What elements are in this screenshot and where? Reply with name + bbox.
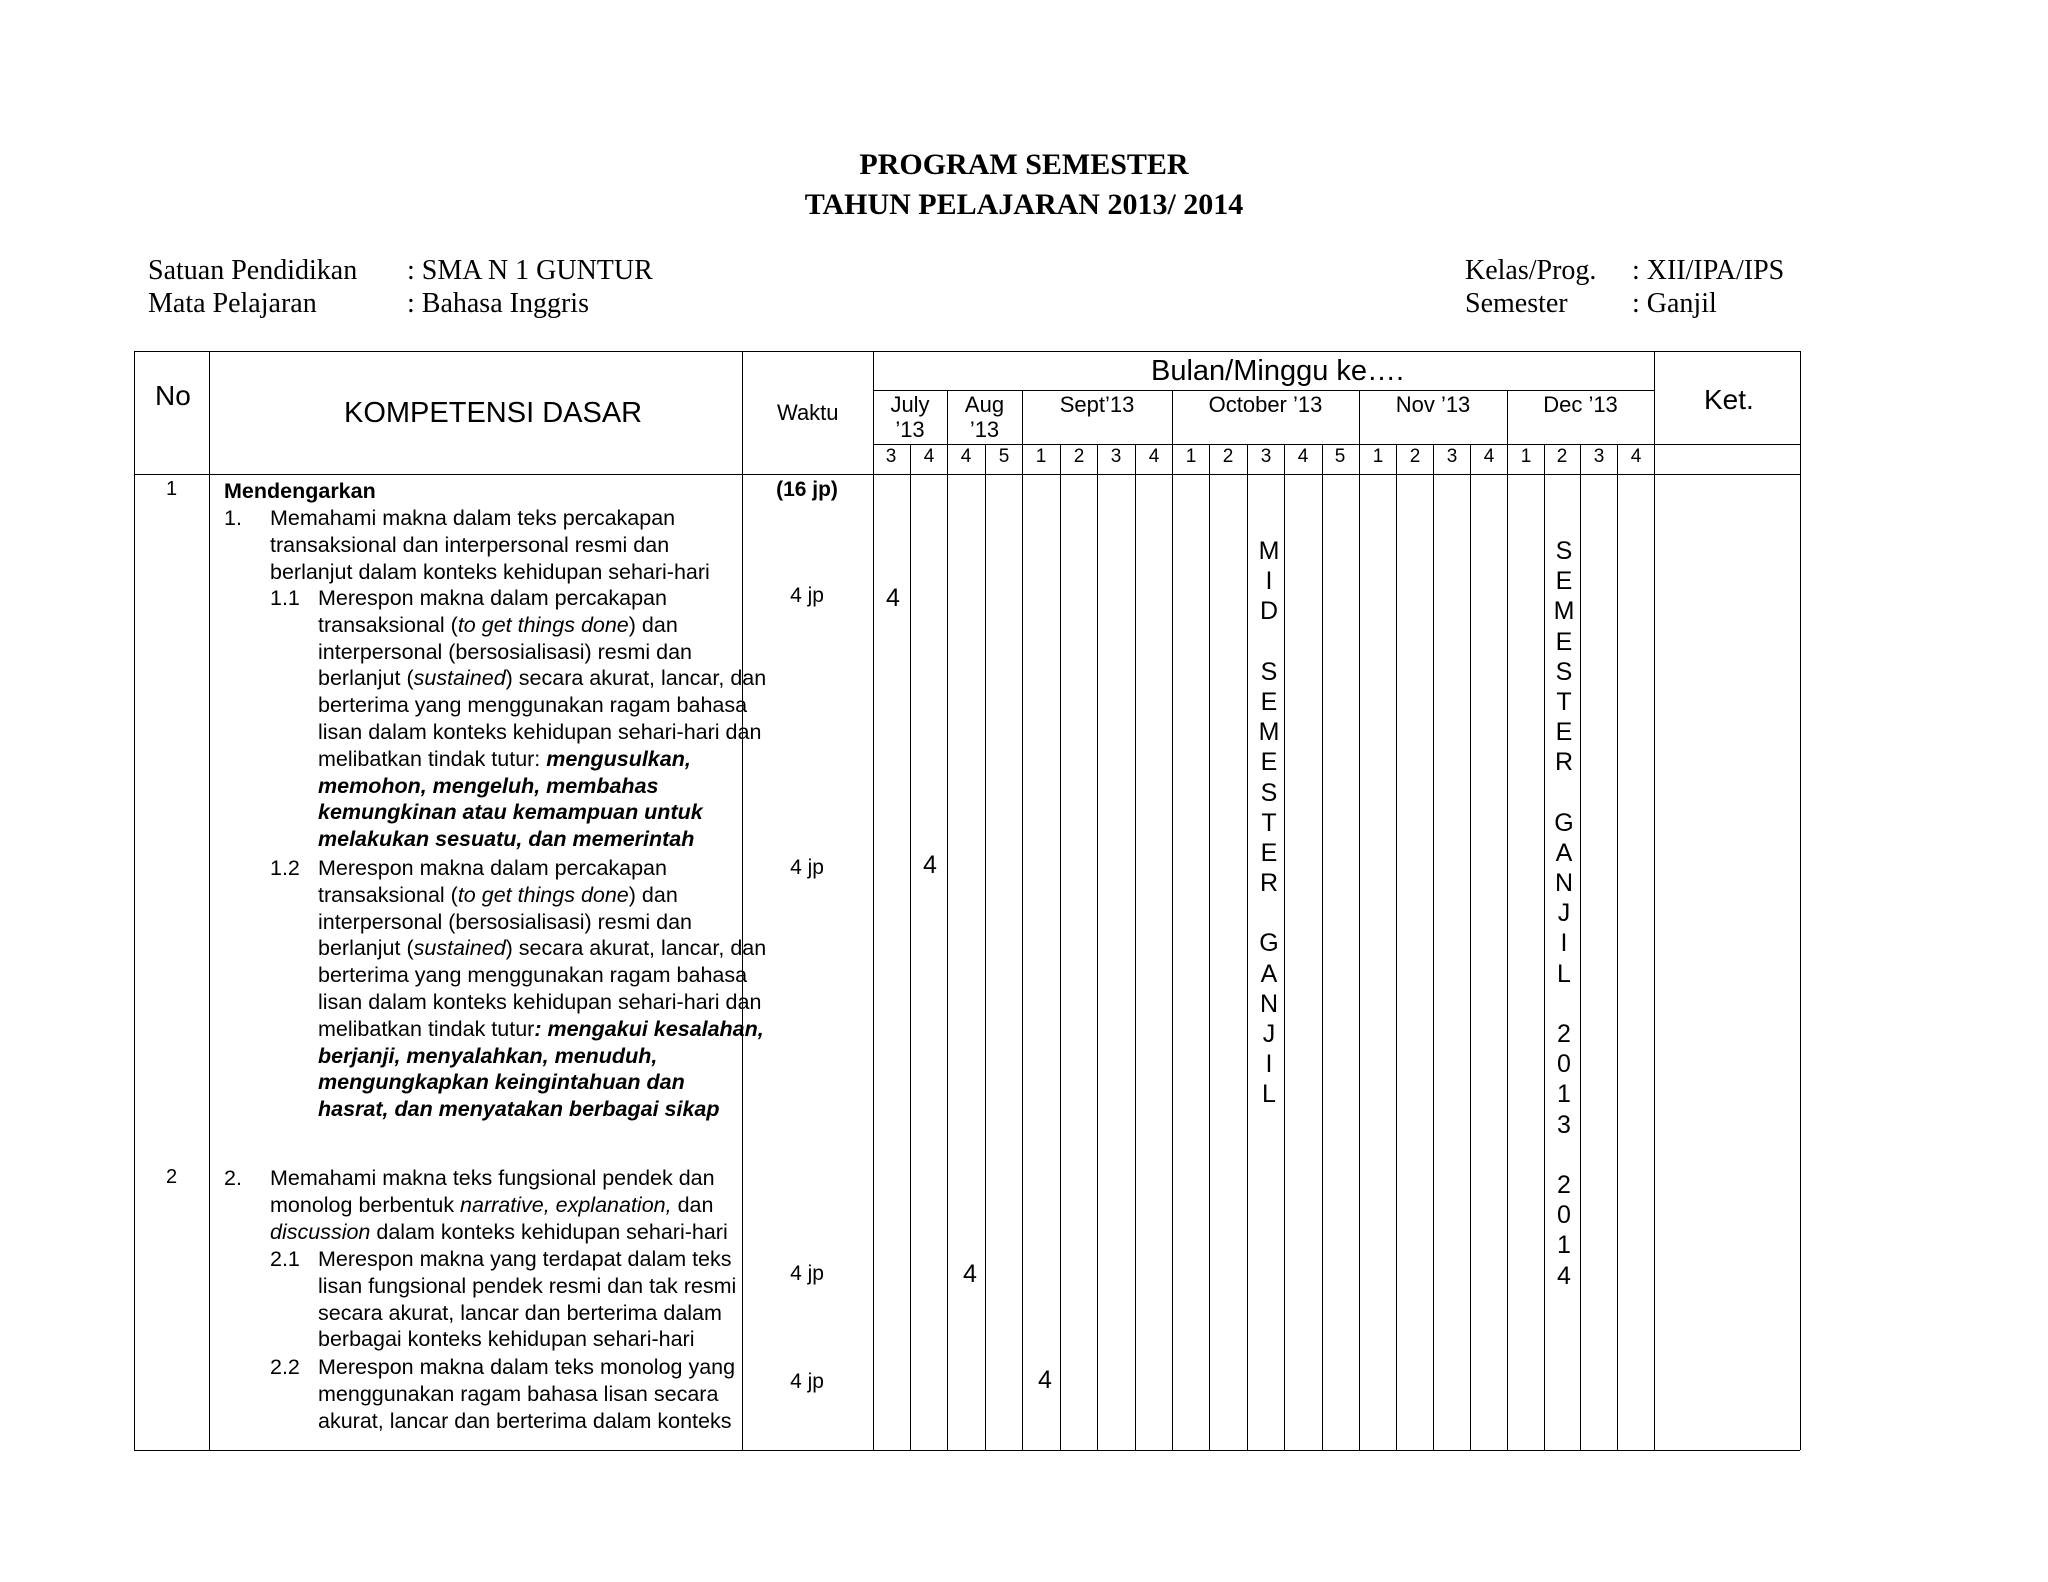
waktu-header: Waktu: [777, 400, 839, 425]
kd-line: kemungkinan atau kemampuan untuk: [318, 800, 703, 825]
kd-line: berterima yang menggunakan ragam bahasa: [318, 963, 748, 988]
month-sept: Sept’13: [1059, 392, 1135, 417]
row-number: 2: [165, 1166, 178, 1188]
mid-semester-vertical-label: M I D S E M E S T E R G A N J I L: [1258, 537, 1280, 1109]
week-number: 1: [1372, 446, 1384, 467]
month-aug: [947, 392, 1022, 442]
bulan-minggu-header: Bulan/Minggu ke….: [1151, 355, 1405, 387]
week-number: 2: [1556, 446, 1568, 467]
kd-line: berterima yang menggunakan ragam bahasa: [318, 693, 748, 718]
satuan-value: : SMA N 1 GUNTUR: [407, 255, 653, 286]
kd-line: melibatkan tindak tutur: mengusulkan,: [318, 746, 691, 771]
week-number: 2: [1222, 446, 1234, 467]
kd-line: mengungkapkan keingintahuan dan: [318, 1070, 685, 1095]
kd-line: lisan dalam konteks kehidupan sehari-hari dan: [318, 719, 762, 744]
week-number: 3: [1260, 446, 1272, 467]
table-left-border: [134, 351, 135, 1450]
week-number: 4: [960, 446, 972, 467]
week-number: 5: [1334, 446, 1346, 467]
week-number: 1: [1520, 446, 1532, 467]
week-number: 3: [1593, 446, 1605, 467]
month-divider: [1507, 390, 1508, 1450]
week-divider: [1135, 444, 1136, 1450]
month-october: October ’13: [1208, 392, 1323, 417]
kd-line: akurat, lancar dan berterima dalam konteks: [318, 1408, 732, 1433]
week-mark: 4: [1038, 1366, 1052, 1394]
week-divider: [985, 444, 986, 1450]
kd12-waktu: 4 jp: [790, 856, 824, 879]
kd-line: transaksional (to get things done) dan: [318, 612, 678, 637]
week-number: 1: [1035, 446, 1047, 467]
kd-line: memohon, mengeluh, membahas: [318, 773, 659, 798]
week-number: 3: [1110, 446, 1122, 467]
kd21-description: [318, 1246, 736, 1353]
week-number: 3: [1446, 446, 1458, 467]
kd-heading: Mendengarkan: [224, 479, 376, 503]
page-title-line1: PROGRAM SEMESTER: [859, 148, 1189, 181]
kd-line: hasrat, dan menyatakan berbagai sikap: [318, 1097, 720, 1122]
semester-ganjil-vertical-label: S E M E S T E R G A N J I L 2 0 1 3 2 0 1 4: [1553, 537, 1575, 1290]
kd11-waktu: 4 jp: [790, 584, 824, 607]
no-header: No: [155, 380, 191, 411]
month-label: Aug: [964, 392, 1005, 417]
table-top-border: [134, 351, 1800, 352]
kd1-total-waktu: (16 jp): [776, 478, 838, 501]
kd-line: discussion dalam konteks kehidupan sehari-hari: [270, 1219, 728, 1244]
kd22-waktu: 4 jp: [790, 1370, 824, 1393]
month-nov: Nov ’13: [1395, 392, 1471, 417]
kd21-waktu: 4 jp: [790, 1262, 824, 1285]
month-july: [873, 392, 947, 442]
ket-header: Ket.: [1704, 384, 1754, 415]
semester-value: : Ganjil: [1632, 288, 1717, 319]
week-divider: [1470, 444, 1471, 1450]
kd22-number: 2.2: [270, 1355, 300, 1379]
week-row-divider: [134, 474, 1800, 475]
week-divider: [1284, 444, 1285, 1450]
week-divider: [1322, 444, 1323, 1450]
month-divider: [1359, 390, 1360, 1450]
week-number: 2: [1409, 446, 1421, 467]
kd1-heading: [224, 478, 376, 505]
kd-line: berlanjut (sustained) secara akurat, lancar, dan: [318, 666, 767, 691]
kd-line: transaksional (to get things done) dan: [318, 882, 678, 907]
kd12-description: [318, 855, 766, 1123]
week-divider: [1433, 444, 1434, 1450]
kd-line: lisan fungsional pendek resmi dan tak resmi: [318, 1273, 737, 1298]
week-number: 4: [923, 446, 935, 467]
kd1-description: [270, 505, 710, 585]
month-row-divider: [873, 444, 1800, 445]
kelas-value: : XII/IPA/IPS: [1632, 255, 1785, 286]
kd-line: interpersonal (bersosialisasi) resmi dan: [318, 639, 693, 664]
week-number: 1: [1185, 446, 1197, 467]
week-mark: 4: [886, 584, 900, 612]
week-number: 4: [1148, 446, 1160, 467]
kd-line: berjanji, menyalahkan, menuduh,: [318, 1043, 658, 1068]
kd11-number: 1.1: [270, 586, 300, 610]
week-divider: [1544, 444, 1545, 1450]
kd-line: lisan dalam konteks kehidupan sehari-hari dan: [318, 989, 762, 1014]
month-year: ’13: [895, 417, 925, 442]
week-number: 2: [1073, 446, 1085, 467]
kd-line: berlanjut (sustained) secara akurat, lancar, dan: [318, 936, 767, 961]
month-year: ’13: [969, 417, 1000, 442]
ket-column-divider: [1654, 351, 1655, 1450]
kd2-description: [270, 1165, 728, 1245]
kd-line: Memahami makna teks fungsional pendek dan: [270, 1166, 715, 1190]
bulan-row-divider: [873, 390, 1654, 391]
kelas-label: Kelas/Prog.: [1465, 255, 1597, 286]
kd-line: secara akurat, lancar dan berterima dalam: [318, 1300, 722, 1325]
no-column-divider: [209, 351, 210, 1450]
kd21-number: 2.1: [270, 1247, 300, 1271]
kd-line: menggunakan ragam bahasa lisan secara: [318, 1381, 719, 1406]
kd1-number: 1.: [224, 506, 242, 530]
week-divider: [1060, 444, 1061, 1450]
row-number: 1: [165, 478, 178, 500]
week-number: 4: [1483, 446, 1495, 467]
kd-line: Merespon makna dalam teks monolog yang: [318, 1355, 736, 1379]
kd-line: interpersonal (bersosialisasi) resmi dan: [318, 909, 693, 934]
mapel-label: Mata Pelajaran: [148, 288, 317, 319]
week-divider: [1396, 444, 1397, 1450]
month-dec: Dec ’13: [1543, 392, 1618, 417]
page-title-line2: TAHUN PELAJARAN 2013/ 2014: [804, 188, 1244, 221]
kd22-description: [318, 1354, 735, 1434]
mapel-value: : Bahasa Inggris: [407, 288, 589, 319]
kd11-description: [318, 585, 766, 853]
kd2-number: 2.: [224, 1166, 242, 1190]
week-mark: 4: [963, 1260, 977, 1288]
week-divider: [1097, 444, 1098, 1450]
semester-label: Semester: [1465, 288, 1568, 319]
kd-line: melakukan sesuatu, dan memerintah: [318, 827, 695, 852]
month-divider: [1022, 390, 1023, 1450]
month-divider: [947, 390, 948, 1450]
kompetensi-header: KOMPETENSI DASAR: [344, 397, 643, 429]
week-divider: [1580, 444, 1581, 1450]
kd-line: Merespon makna dalam percakapan: [318, 586, 667, 610]
kd-line: transaksional dan interpersonal resmi dan: [270, 532, 670, 557]
week-mark: 4: [923, 851, 937, 879]
month-label: July: [890, 392, 930, 417]
table-bottom-border: [134, 1450, 1800, 1451]
waktu-column-divider: [873, 351, 874, 1450]
week-number: 5: [998, 446, 1010, 467]
kd-line: monolog berbentuk narrative, explanation, dan: [270, 1192, 714, 1217]
week-divider: [1617, 444, 1618, 1450]
week-number: 3: [885, 446, 897, 467]
kd-line: Memahami makna dalam teks percakapan: [270, 506, 676, 530]
table-right-border: [1800, 351, 1801, 1450]
kd-line: melibatkan tindak tutur: mengakui kesalahan,: [318, 1016, 764, 1041]
satuan-label: Satuan Pendidikan: [148, 255, 358, 286]
kd12-number: 1.2: [270, 856, 300, 880]
kd-line: Merespon makna dalam percakapan: [318, 856, 667, 880]
kd-line: berlanjut dalam konteks kehidupan sehari-hari: [270, 559, 710, 584]
week-divider: [1209, 444, 1210, 1450]
week-number: 4: [1630, 446, 1642, 467]
week-divider: [1247, 444, 1248, 1450]
kd-line: berbagai konteks kehidupan sehari-hari: [318, 1327, 695, 1352]
week-number: 4: [1297, 446, 1309, 467]
kd-line: Merespon makna yang terdapat dalam teks: [318, 1247, 732, 1271]
month-divider: [1172, 390, 1173, 1450]
